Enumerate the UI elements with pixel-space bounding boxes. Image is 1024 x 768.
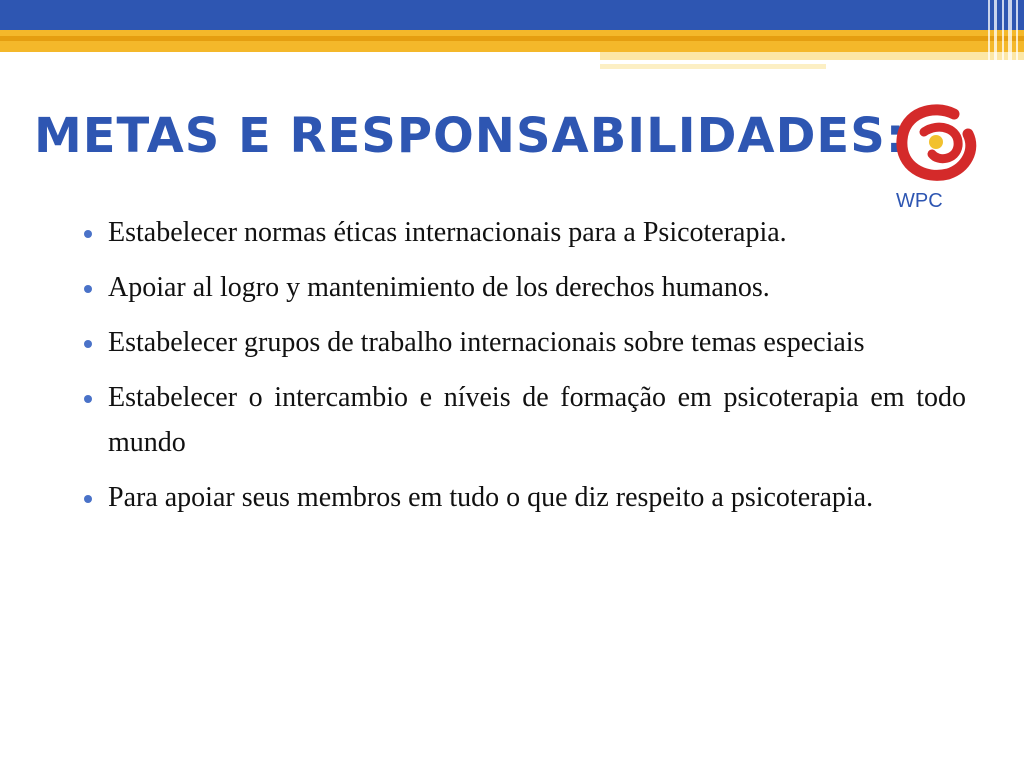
bullet-dot-icon: [84, 395, 92, 403]
top-band-pale-stripe-2: [600, 64, 826, 69]
wpc-logo: [892, 98, 982, 218]
logo-text: WPC: [896, 190, 943, 212]
bullet-dot-icon: [84, 285, 92, 293]
list-item: [84, 265, 966, 310]
bullet-text: Para apoiar seus membros em tudo o que diz respeito a psicoterapia.: [108, 482, 874, 513]
top-band-pale-stripe: [600, 52, 1024, 60]
bullet-list: [84, 210, 966, 530]
bullet-text: Estabelecer o intercambio e níveis de formação em psicoterapia em todo mundo: [108, 382, 966, 458]
wpc-logo-icon: [894, 102, 978, 186]
bullet-text: Estabelecer grupos de trabalho internacionais sobre temas especiais: [108, 327, 865, 358]
top-band-yellow: [0, 30, 1024, 52]
bullet-dot-icon: [84, 340, 92, 348]
bullet-text: Apoiar al logro y mantenimiento de los derechos humanos.: [108, 272, 770, 303]
bullet-text: Estabelecer normas éticas internacionais para a Psicoterapia.: [108, 217, 787, 248]
list-item: [84, 320, 966, 365]
decorative-vertical-lines: [984, 0, 1024, 72]
list-item: [84, 375, 966, 465]
top-band-gold-stripe: [0, 36, 1024, 41]
list-item: [84, 210, 966, 255]
list-item: [84, 475, 966, 520]
top-banner: [0, 0, 1024, 72]
top-band-blue: [0, 0, 1024, 30]
bullet-dot-icon: [84, 230, 92, 238]
slide-title: METAS E RESPONSABILIDADES:: [34, 108, 906, 164]
bullet-dot-icon: [84, 495, 92, 503]
